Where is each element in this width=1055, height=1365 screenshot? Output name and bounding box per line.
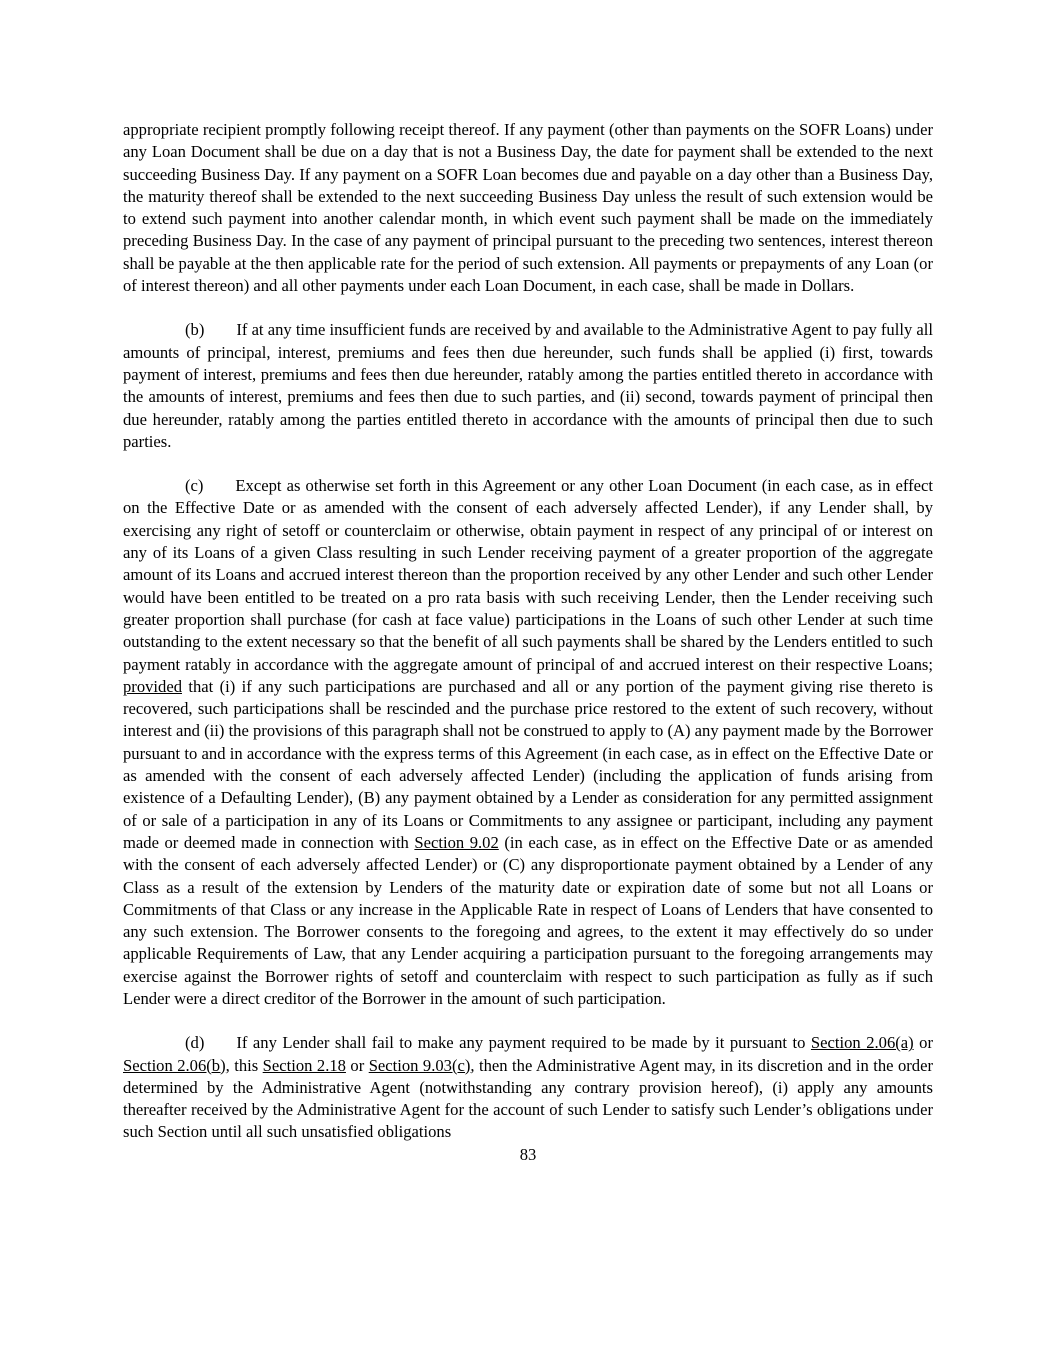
text-run: , then the Administrative Agent may, in its discretion and in the order determined by the Administrative Agent (notwithstanding any contrary provision hereof), (i) apply any amounts thereafter received by the Administrative Agent for the account of such Lender to satisfy such Lender’s obligations under such Section until all such unsatisfied obligations [123, 1055, 933, 1142]
document-body [123, 119, 933, 1144]
text-run: (b) [185, 320, 205, 340]
text-run: (in each case, as in effect on the Effective Date or as amended with the consent of each adversely affected Lender) or (C) any disproportionate payment obtained by a Lender of any Class as a result of the extension by Lenders of the maturity date or expiration date of some but not all Loans or Commitments of that Class or any increase in the Applicable Rate in respect of Loans of Lenders that have consented to any such extension. The Borrower consents to the foregoing and agrees, to the extent it may effectively do so under applicable Requirements of Law, that any Lender acquiring a participation pursuant to the foregoing arrangements may exercise against the Borrower rights of setoff and counterclaim with respect to such participation as fully as if such Lender were a direct creditor of the Borrower in the amount of such participation. [123, 832, 933, 1008]
text-run: appropriate recipient promptly following receipt thereof. If any payment (other than payments on the SOFR Loans) under any Loan Document shall be due on a day that is not a Business Day, the date for payment shall be extended to the next succeeding Business Day. If any payment on a SOFR Loan becomes due and payable on a day other than a Business Day, the maturity thereof shall be extended to the next succeeding Business Day unless the result of such extension would be to extend such payment into another calendar month, in which event such payment shall be made on the immediately preceding Business Day. In the case of any payment of principal pursuant to the preceding two sentences, interest thereon shall be payable at the then applicable rate for the period of such extension. All payments or prepayments of any Loan (or of interest thereon) and all other payments under each Loan Document, in each case, shall be made in Dollars. [123, 120, 933, 296]
section-reference: Section 2.06(b) [123, 1055, 226, 1075]
page-number: 83 [519, 1144, 537, 1164]
section-reference: Section 9.03(c) [368, 1055, 471, 1075]
paragraph-d [123, 1032, 933, 1143]
text-run: or [345, 1055, 369, 1075]
text-run: or [913, 1033, 933, 1053]
section-reference: provided [123, 676, 182, 696]
text-run: (d) [185, 1033, 205, 1053]
section-reference: Section 2.06(a) [810, 1033, 914, 1053]
text-run: , this [225, 1055, 263, 1075]
text-run: (c) [185, 476, 204, 496]
paragraph-c [123, 475, 933, 1010]
text-run: that (i) if any such participations are purchased and all or any portion of the payment giving rise thereto is recovered, such participations shall be rescinded and the purchase price restored to the extent of such recovery, without interest and (ii) the provisions of this paragraph shall not be construed to apply to (A) any payment made by the Borrower pursuant to and in accordance with the express terms of this Agreement (in each case, as in effect on the Effective Date or as amended with the consent of each adversely affected Lender) (including the application of funds arising from existence of a Defaulting Lender), (B) any payment obtained by a Lender as consideration for any permitted assignment of or sale of a participation in any of its Loans or Commitments to any assignee or participant, including any payment made or deemed made in connection with [123, 676, 933, 852]
section-reference: Section 9.02 [414, 832, 499, 852]
text-run: If any Lender shall fail to make any payment required to be made by it pursuant to [236, 1033, 811, 1053]
paragraph-a-continuation [123, 119, 933, 297]
text-run: Except as otherwise set forth in this Agreement or any other Loan Document (in each case, as in effect on the Effective Date or as amended with the consent of each adversely affected Lender), if any Lender shall, by exercising any right of setoff or counterclaim or otherwise, obtain payment in respect of any principal of or interest on any of its Loans of a given Class resulting in such Lender receiving payment of a greater proportion of the aggregate amount of its Loans and accrued interest thereon than the proportion received by any other Lender and such other Lender would have been entitled to be treated on a pro rata basis with such receiving Lender, then the Lender receiving such greater proportion shall purchase (for cash at face value) participations in the Loans of such other Lender at such time outstanding to the extent necessary so that the benefit of all such payments shall be shared by the Lenders entitled to such payment ratably in accordance with the aggregate amount of principal of and accrued interest on their respective Loans; [123, 476, 933, 674]
section-reference: Section 2.18 [262, 1055, 346, 1075]
text-run: If at any time insufficient funds are received by and available to the Administrative Agent to pay fully all amounts of principal, interest, premiums and fees then due hereunder, such funds shall be applied (i) first, towards payment of interest, premiums and fees then due hereunder, ratably among the parties entitled thereto in accordance with the amounts of interest, premiums and fees then due to such parties, and (ii) second, towards payment of principal then due hereunder, ratably among the parties entitled thereto in accordance with the amounts of principal then due to such parties. [123, 320, 933, 451]
paragraph-b [123, 319, 933, 453]
